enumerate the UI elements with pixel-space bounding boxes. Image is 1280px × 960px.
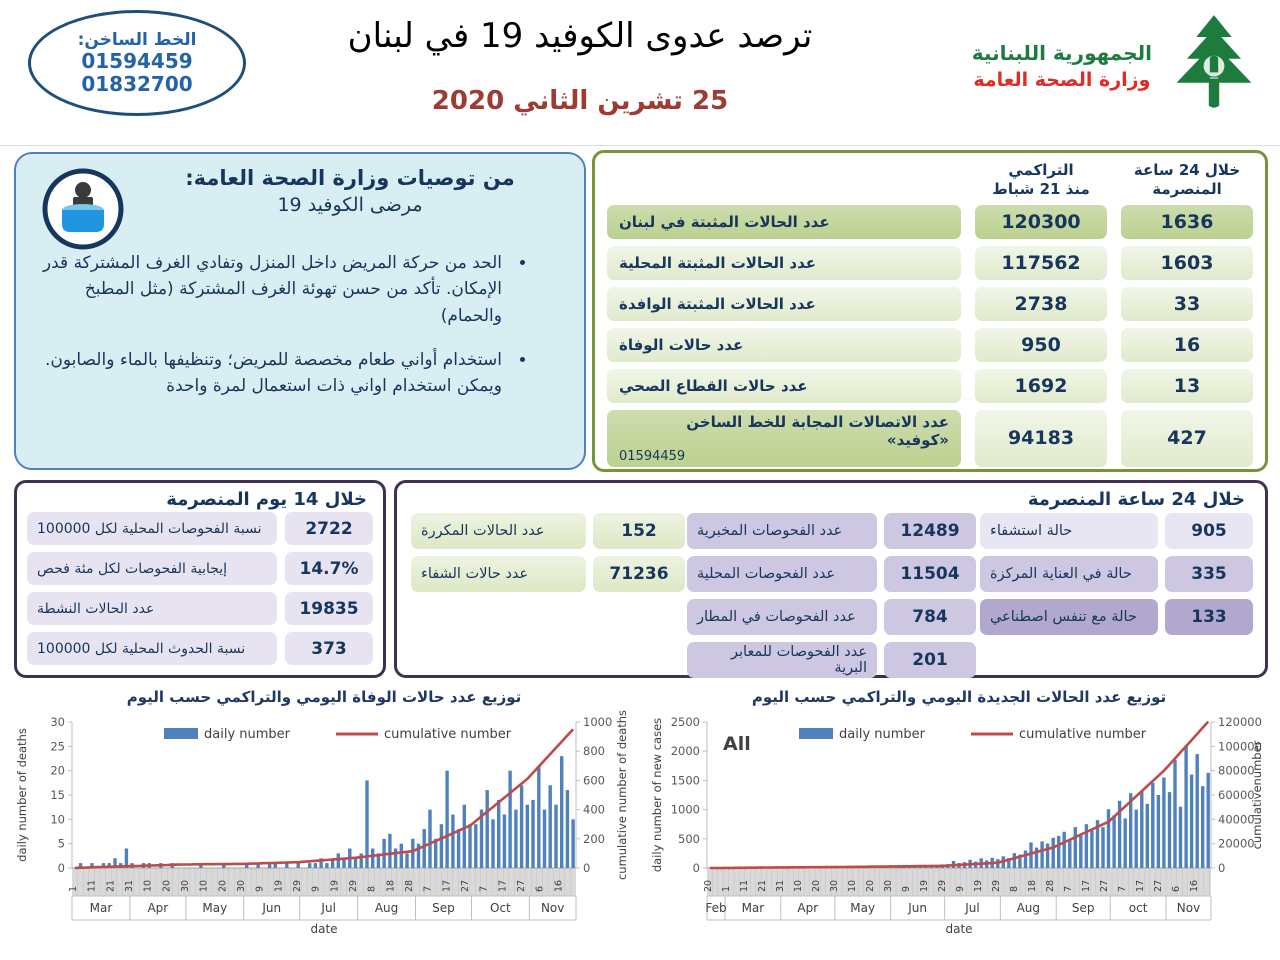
stat-row bbox=[980, 599, 1253, 635]
stat-value: 11504 bbox=[884, 556, 976, 592]
svg-text:10: 10 bbox=[142, 879, 154, 892]
svg-text:120000: 120000 bbox=[1218, 715, 1262, 729]
svg-text:18: 18 bbox=[1026, 879, 1038, 892]
panel-14-days-title: خلال 14 يوم المنصرمة bbox=[166, 489, 367, 510]
svg-text:Mar: Mar bbox=[89, 901, 113, 915]
svg-text:19: 19 bbox=[918, 879, 930, 892]
svg-text:Mar: Mar bbox=[741, 901, 765, 915]
svg-text:20: 20 bbox=[50, 763, 65, 778]
recommendations-title: من توصيات وزارة الصحة العامة: bbox=[185, 166, 515, 190]
svg-text:11: 11 bbox=[738, 879, 750, 892]
page-title: ترصد عدوى الكوفيد 19 في لبنان bbox=[347, 16, 813, 56]
svg-text:Jun: Jun bbox=[908, 901, 927, 915]
row-label: عدد الاتصالات المجابة للخط الساخن «كوفيد» 01594459 bbox=[607, 410, 961, 467]
svg-text:9: 9 bbox=[900, 885, 912, 892]
group-cases-recovered bbox=[411, 513, 685, 592]
table-row bbox=[607, 369, 1253, 403]
new-cases-chart-plot bbox=[646, 710, 1272, 952]
stat-label: نسبة الفحوصات المحلية لكل 100000 bbox=[27, 512, 277, 545]
recommendations-panel bbox=[14, 152, 586, 470]
row-cumulative-value: 94183 bbox=[975, 410, 1107, 467]
svg-text:27: 27 bbox=[1098, 879, 1110, 892]
svg-text:1000: 1000 bbox=[583, 715, 613, 729]
stat-row bbox=[27, 592, 373, 625]
svg-text:9: 9 bbox=[254, 885, 266, 892]
svg-text:Jun: Jun bbox=[262, 901, 282, 915]
report-date: 25 تشرين الثاني 2020 bbox=[431, 86, 729, 116]
svg-text:30: 30 bbox=[828, 879, 840, 892]
svg-text:20: 20 bbox=[702, 879, 714, 892]
svg-text:daily number: daily number bbox=[839, 727, 926, 742]
svg-text:Oct: Oct bbox=[490, 901, 511, 915]
stat-row bbox=[27, 512, 373, 545]
recommendations-subtitle: مرضى الكوفيد 19 bbox=[277, 194, 423, 216]
svg-text:60000: 60000 bbox=[1218, 788, 1255, 802]
row-label: عدد الحالات المثبتة في لبنان bbox=[607, 205, 961, 239]
patient-hygiene-icon bbox=[40, 166, 126, 256]
svg-text:600: 600 bbox=[583, 773, 605, 788]
table-row bbox=[607, 205, 1253, 239]
svg-text:7: 7 bbox=[478, 885, 490, 892]
hotline-number-1: 01594459 bbox=[81, 49, 193, 73]
svg-text:1: 1 bbox=[67, 885, 79, 892]
svg-text:28: 28 bbox=[1044, 879, 1056, 892]
ministry-logo bbox=[972, 12, 1266, 120]
svg-text:800: 800 bbox=[583, 744, 605, 759]
svg-text:7: 7 bbox=[1116, 885, 1128, 892]
svg-text:daily number: daily number bbox=[204, 727, 291, 742]
stat-row bbox=[411, 556, 685, 592]
svg-text:17: 17 bbox=[1134, 879, 1146, 892]
svg-text:Nov: Nov bbox=[540, 901, 565, 915]
svg-text:25: 25 bbox=[50, 739, 65, 754]
svg-text:Jul: Jul bbox=[321, 901, 336, 915]
stat-value: 133 bbox=[1165, 599, 1253, 635]
hotline-number-sub: 01594459 bbox=[619, 448, 686, 464]
svg-text:Jul: Jul bbox=[965, 901, 980, 915]
svg-text:27: 27 bbox=[515, 879, 527, 892]
svg-text:0: 0 bbox=[1218, 861, 1226, 875]
recommendations-list bbox=[34, 250, 554, 400]
row-label: عدد حالات القطاع الصحي bbox=[607, 369, 961, 403]
stat-row bbox=[687, 513, 976, 549]
group-tests bbox=[687, 513, 976, 678]
stat-value: 784 bbox=[884, 599, 976, 635]
svg-text:21: 21 bbox=[105, 879, 117, 892]
hotline-label: الخط الساخن: bbox=[77, 30, 197, 50]
new-cases-chart-title: توزيع عدد الحالات الجديدة اليومي والتراكمي حسب اليوم bbox=[751, 688, 1167, 706]
svg-text:18: 18 bbox=[385, 879, 397, 892]
svg-text:0: 0 bbox=[583, 861, 591, 875]
svg-text:1000: 1000 bbox=[670, 802, 700, 817]
cedar-tree-icon bbox=[1162, 12, 1266, 120]
summary-table-header bbox=[607, 161, 1253, 199]
svg-text:6: 6 bbox=[1170, 885, 1182, 892]
row-24h-value: 13 bbox=[1121, 369, 1253, 403]
stat-value: 201 bbox=[884, 642, 976, 678]
svg-text:30: 30 bbox=[235, 879, 247, 892]
hotline-number-2: 01832700 bbox=[81, 72, 193, 96]
svg-text:0: 0 bbox=[692, 861, 700, 875]
row-cumulative-value: 117562 bbox=[975, 246, 1107, 280]
svg-text:cumulative number: cumulative number bbox=[384, 727, 512, 742]
svg-text:15: 15 bbox=[50, 788, 65, 802]
svg-text:cumulative number of deaths: cumulative number of deaths bbox=[615, 710, 629, 881]
deaths-chart-plot bbox=[10, 710, 638, 952]
svg-text:29: 29 bbox=[347, 879, 359, 892]
svg-text:1: 1 bbox=[720, 885, 732, 892]
svg-text:8: 8 bbox=[1008, 885, 1020, 892]
stat-label: نسبة الحدوث المحلية لكل 100000 bbox=[27, 632, 277, 665]
stat-value: 12489 bbox=[884, 513, 976, 549]
svg-text:40000: 40000 bbox=[1218, 812, 1255, 827]
svg-text:17: 17 bbox=[497, 879, 509, 892]
group-hospitalization bbox=[980, 513, 1253, 635]
row-cumulative-value: 1692 bbox=[975, 369, 1107, 403]
table-row bbox=[607, 328, 1253, 362]
stat-value: 71236 bbox=[593, 556, 685, 592]
svg-text:20: 20 bbox=[810, 879, 822, 892]
stat-label: إيجابية الفحوصات لكل مئة فحص bbox=[27, 552, 277, 585]
svg-text:7: 7 bbox=[422, 885, 434, 892]
stat-value: 373 bbox=[285, 632, 373, 665]
hotline-badge bbox=[28, 10, 246, 116]
svg-text:19: 19 bbox=[273, 879, 285, 892]
svg-text:Sep: Sep bbox=[432, 901, 455, 915]
svg-text:100000: 100000 bbox=[1218, 739, 1262, 754]
ministry-name bbox=[972, 41, 1152, 91]
svg-text:daily number of deaths: daily number of deaths bbox=[15, 728, 29, 862]
svg-text:11: 11 bbox=[86, 879, 98, 892]
svg-text:Apr: Apr bbox=[147, 901, 169, 915]
row-cumulative-value: 2738 bbox=[975, 287, 1107, 321]
svg-text:30: 30 bbox=[50, 715, 65, 729]
svg-text:Aug: Aug bbox=[1016, 901, 1041, 915]
stat-label: حالة مع تنفس اصطناعي bbox=[980, 599, 1158, 635]
svg-text:17: 17 bbox=[441, 879, 453, 892]
svg-text:9: 9 bbox=[954, 885, 966, 892]
row-24h-value: 33 bbox=[1121, 287, 1253, 321]
svg-text:cumulativenumber: cumulativenumber bbox=[1250, 740, 1264, 850]
svg-text:cumulative number: cumulative number bbox=[1019, 727, 1147, 742]
svg-text:20: 20 bbox=[217, 879, 229, 892]
svg-text:30: 30 bbox=[179, 879, 191, 892]
ministry-name-line2: وزارة الصحة العامة bbox=[973, 69, 1151, 91]
svg-text:All: All bbox=[723, 733, 751, 755]
svg-text:0: 0 bbox=[57, 861, 65, 875]
stat-row bbox=[27, 552, 373, 585]
svg-text:31: 31 bbox=[123, 879, 135, 892]
svg-text:oct: oct bbox=[1128, 901, 1148, 915]
svg-text:20: 20 bbox=[161, 879, 173, 892]
stat-value: 19835 bbox=[285, 592, 373, 625]
stat-label: عدد حالات الشفاء bbox=[411, 556, 586, 592]
panel-14-days bbox=[14, 480, 386, 678]
svg-text:May: May bbox=[850, 901, 876, 915]
svg-text:17: 17 bbox=[1080, 879, 1092, 892]
row-label: عدد الحالات المثبتة الوافدة bbox=[607, 287, 961, 321]
svg-text:10: 10 bbox=[198, 879, 210, 892]
svg-text:6: 6 bbox=[534, 885, 546, 892]
panel-24-hours bbox=[394, 480, 1268, 678]
svg-text:date: date bbox=[945, 922, 973, 936]
svg-text:2000: 2000 bbox=[670, 744, 700, 759]
table-row bbox=[607, 246, 1253, 280]
stat-label: عدد الفحوصات للمعابر البرية bbox=[687, 642, 877, 678]
stat-row bbox=[687, 556, 976, 592]
ministry-name-line1: الجمهورية اللبنانية bbox=[971, 41, 1152, 65]
deaths-chart bbox=[10, 688, 638, 952]
svg-text:Feb: Feb bbox=[705, 901, 727, 915]
stat-value: 2722 bbox=[285, 512, 373, 545]
row-label: عدد الحالات المثبتة المحلية bbox=[607, 246, 961, 280]
svg-text:2500: 2500 bbox=[670, 715, 700, 729]
svg-text:20: 20 bbox=[864, 879, 876, 892]
stat-row bbox=[687, 599, 976, 635]
column-header-24h: خلال 24 ساعة المنصرمة bbox=[1133, 161, 1241, 198]
svg-text:28: 28 bbox=[403, 879, 415, 892]
stat-value: 335 bbox=[1165, 556, 1253, 592]
header bbox=[0, 0, 1280, 146]
svg-text:date: date bbox=[310, 922, 338, 936]
stat-label: عدد الفحوصات في المطار bbox=[687, 599, 877, 635]
stat-row bbox=[27, 632, 373, 665]
svg-text:19: 19 bbox=[972, 879, 984, 892]
table-row bbox=[607, 410, 1253, 467]
svg-text:27: 27 bbox=[1152, 879, 1164, 892]
row-24h-value: 427 bbox=[1121, 410, 1253, 467]
row-24h-value: 1636 bbox=[1121, 205, 1253, 239]
stat-row bbox=[980, 513, 1253, 549]
stat-value: 905 bbox=[1165, 513, 1253, 549]
svg-text:29: 29 bbox=[291, 879, 303, 892]
svg-text:8: 8 bbox=[366, 885, 378, 892]
svg-text:10: 10 bbox=[792, 879, 804, 892]
stat-row bbox=[687, 642, 976, 678]
svg-text:daily number of new cases: daily number of new cases bbox=[650, 717, 664, 873]
recommendation-item: • الحد من حركة المريض داخل المنزل وتفادي الغرف المشتركة قدر الإمكان. تأكد من حسن تهوئة الغرف المشتركة (مثل المطبخ والحمام) bbox=[34, 250, 508, 329]
svg-text:29: 29 bbox=[936, 879, 948, 892]
svg-text:10: 10 bbox=[50, 812, 65, 827]
panel-24-hours-title: خلال 24 ساعة المنصرمة bbox=[1027, 489, 1245, 510]
svg-text:80000: 80000 bbox=[1218, 763, 1255, 778]
svg-text:27: 27 bbox=[459, 879, 471, 892]
stat-value: 152 bbox=[593, 513, 685, 549]
recommendation-item: • استخدام أواني طعام مخصصة للمريض؛ وتنظيفها بالماء والصابون. ويمكن استخدام اواني ذات استعمال لمرة واحدة bbox=[34, 347, 508, 400]
svg-text:Apr: Apr bbox=[797, 901, 819, 915]
stat-label: عدد الحالات النشطة bbox=[27, 592, 277, 625]
row-24h-value: 16 bbox=[1121, 328, 1253, 362]
svg-text:Sep: Sep bbox=[1071, 901, 1095, 915]
svg-text:16: 16 bbox=[553, 879, 565, 892]
stat-label: حالة استشفاء bbox=[980, 513, 1158, 549]
stat-label: عدد الفحوصات المخبرية bbox=[687, 513, 877, 549]
stat-value: 14.7% bbox=[285, 552, 373, 585]
deaths-chart-title: توزيع عدد حالات الوفاة اليومي والتراكمي حسب اليوم bbox=[126, 688, 522, 706]
column-header-cumulative: التراكمي منذ 21 شباط bbox=[992, 161, 1090, 198]
stat-row bbox=[980, 556, 1253, 592]
svg-text:16: 16 bbox=[1188, 879, 1200, 892]
stat-label: حالة في العناية المركزة bbox=[980, 556, 1158, 592]
stat-label: عدد الحالات المكررة bbox=[411, 513, 586, 549]
svg-text:500: 500 bbox=[678, 831, 700, 846]
row-24h-value: 1603 bbox=[1121, 246, 1253, 280]
svg-text:Nov: Nov bbox=[1176, 901, 1201, 915]
svg-text:10: 10 bbox=[846, 879, 858, 892]
svg-text:5: 5 bbox=[57, 836, 65, 851]
svg-text:19: 19 bbox=[329, 879, 341, 892]
svg-text:400: 400 bbox=[583, 802, 605, 817]
summary-table bbox=[592, 150, 1268, 472]
svg-text:9: 9 bbox=[310, 885, 322, 892]
stat-label: عدد الفحوصات المحلية bbox=[687, 556, 877, 592]
svg-text:1500: 1500 bbox=[670, 773, 700, 788]
svg-text:Aug: Aug bbox=[374, 901, 399, 915]
svg-text:29: 29 bbox=[990, 879, 1002, 892]
svg-text:20000: 20000 bbox=[1218, 836, 1255, 851]
stat-row bbox=[411, 513, 685, 549]
svg-text:30: 30 bbox=[882, 879, 894, 892]
svg-text:200: 200 bbox=[583, 831, 605, 846]
svg-text:21: 21 bbox=[756, 879, 768, 892]
row-cumulative-value: 120300 bbox=[975, 205, 1107, 239]
svg-text:May: May bbox=[202, 901, 228, 915]
table-row bbox=[607, 287, 1253, 321]
svg-text:31: 31 bbox=[774, 879, 786, 892]
new-cases-chart bbox=[646, 688, 1272, 952]
row-cumulative-value: 950 bbox=[975, 328, 1107, 362]
row-label: عدد حالات الوفاة bbox=[607, 328, 961, 362]
svg-text:7: 7 bbox=[1062, 885, 1074, 892]
